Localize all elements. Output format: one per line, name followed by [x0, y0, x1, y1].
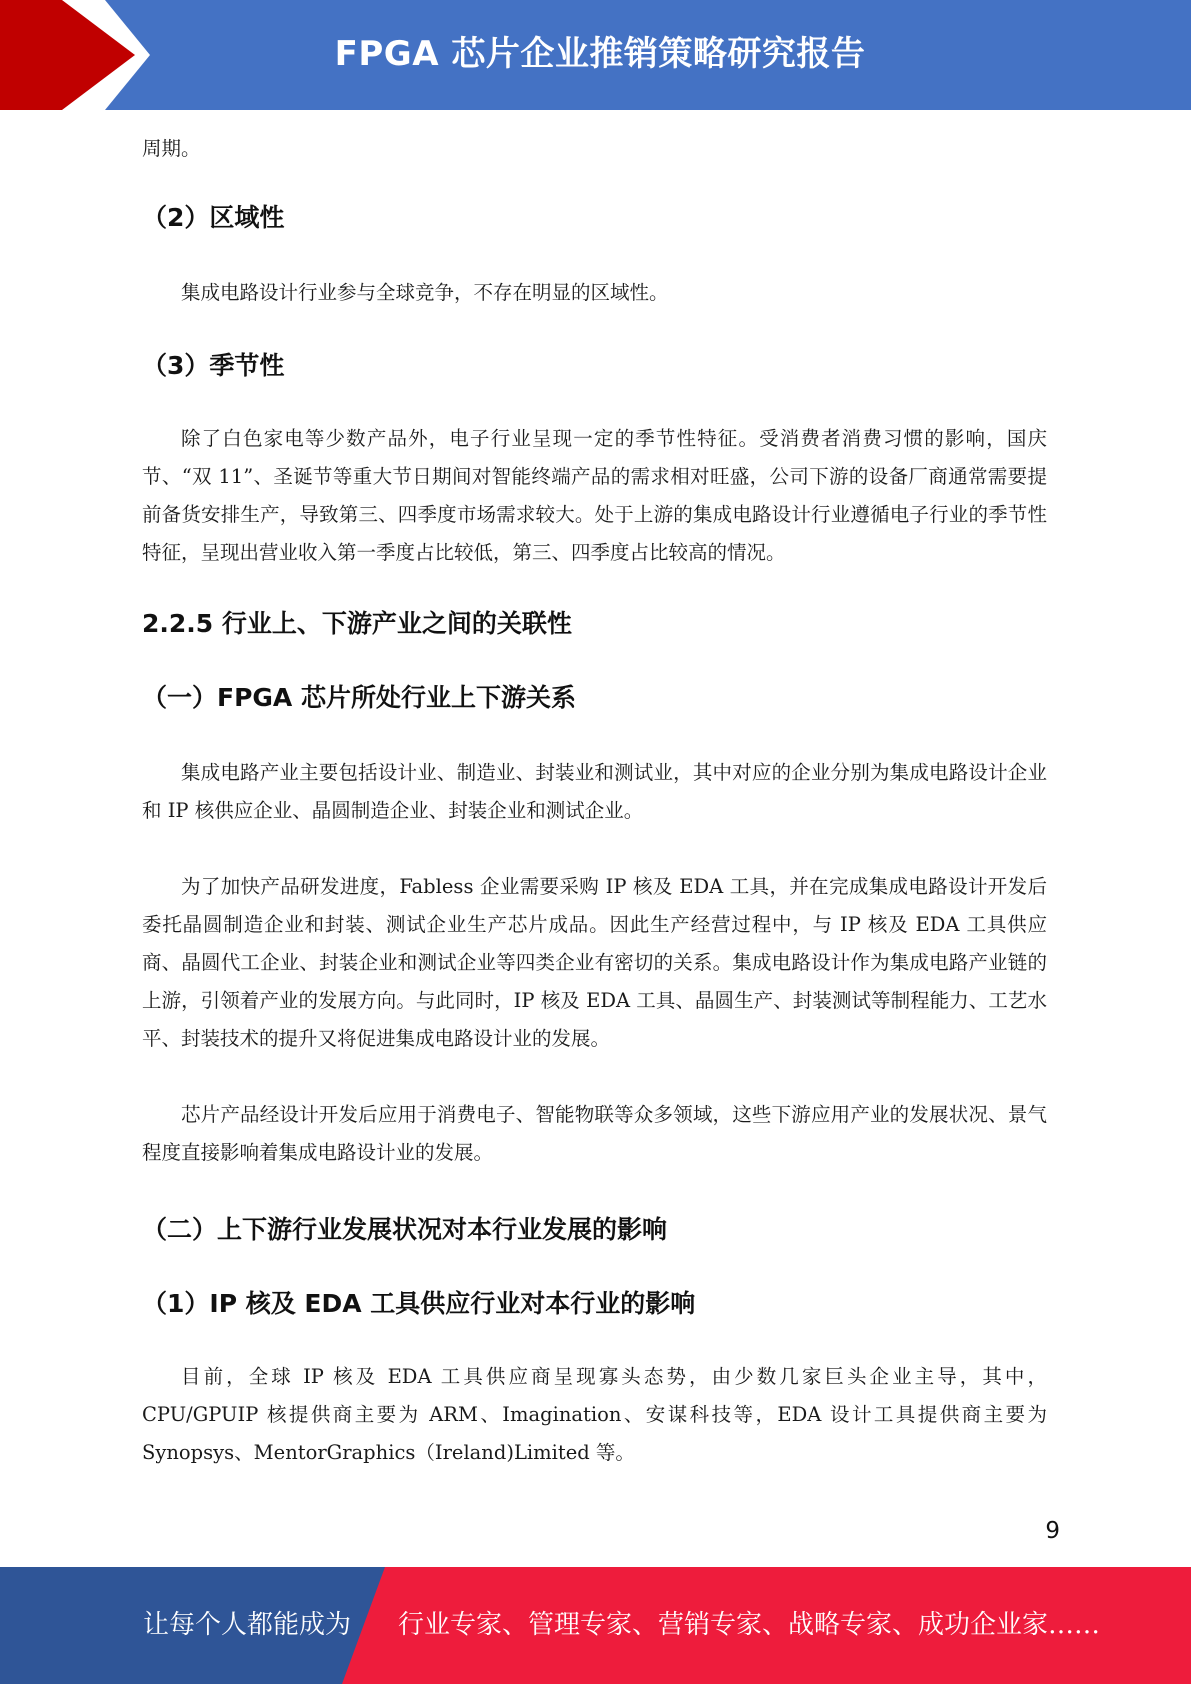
paragraph-seasonality: 除了白色家电等少数产品外，电子行业呈现一定的季节性特征。受消费者消费习惯的影响，国庆节、“双 11”、圣诞节等重大节日期间对智能终端产品的需求相对旺盛，公司下游的设备厂商通常需要提前备货安排生产，导致第三、四季度市场需求较大。处于上游的集成电路设计行业遵循电子行业的季节性特征，呈现出营业收入第一季度占比较低，第三、四季度占比较高的情况。 — [142, 427, 1047, 564]
heading-ip-eda-impact: （1）IP 核及 EDA 工具供应行业对本行业的影响 — [142, 1289, 696, 1318]
header-chevron-decoration — [0, 0, 150, 110]
document-body — [142, 130, 1047, 1472]
paragraph-region: 集成电路设计行业参与全球竞争，不存在明显的区域性。 — [181, 281, 669, 304]
page-header — [0, 0, 1191, 110]
heading-industry-impact: （二）上下游行业发展状况对本行业发展的影响 — [142, 1215, 668, 1244]
page-footer — [0, 1567, 1191, 1684]
paragraph-downstream-applications: 芯片产品经设计开发后应用于消费电子、智能物联等众多领域，这些下游应用产业的发展状况、景气程度直接影响着集成电路设计业的发展。 — [142, 1103, 1047, 1164]
paragraph-continuation: 周期。 — [142, 137, 201, 160]
paragraph-industry-chain: 集成电路产业主要包括设计业、制造业、封装业和测试业，其中对应的企业分别为集成电路设计企业和 IP 核供应企业、晶圆制造企业、封装企业和测试企业。 — [142, 761, 1047, 822]
footer-slogan-left: 让每个人都能成为 — [143, 1610, 352, 1640]
paragraph-ip-eda-suppliers: 目前，全球 IP 核及 EDA 工具供应商呈现寡头态势，由少数几家巨头企业主导，其中，CPU/GPUIP 核提供商主要为 ARM、Imagination、安谋科技等，EDA 设计工具提供商主要为 Synopsys、MentorGraphics（Ireland)Limited 等。 — [142, 1365, 1047, 1464]
paragraph-fabless: 为了加快产品研发进度，Fabless 企业需要采购 IP 核及 EDA 工具，并在完成集成电路设计开发后委托晶圆制造企业和封装、测试企业生产芯片成品。因此生产经营过程中，与 IP 核及 EDA 工具供应商、晶圆代工企业、封装企业和测试企业等四类企业有密切的关系。集成电路设计作为集成电路产业链的上游，引领着产业的发展方向。与此同时，IP 核及 EDA 工具、晶圆生产、封装测试等制程能力、工艺水平、封装技术的提升又将促进集成电路设计业的发展。 — [142, 875, 1047, 1050]
heading-seasonality: （3）季节性 — [142, 351, 285, 380]
header-title: FPGA 芯片企业推销策略研究报告 — [334, 34, 866, 74]
heading-upstream-downstream: （一）FPGA 芯片所处行业上下游关系 — [142, 683, 576, 712]
heading-region: （2）区域性 — [142, 203, 285, 232]
footer-slogan-right: 行业专家、管理专家、营销专家、战略专家、成功企业家…… — [398, 1610, 1101, 1640]
page-number: 9 — [1045, 1518, 1060, 1544]
heading-section-2-2-5: 2.2.5 行业上、下游产业之间的关联性 — [142, 609, 572, 638]
